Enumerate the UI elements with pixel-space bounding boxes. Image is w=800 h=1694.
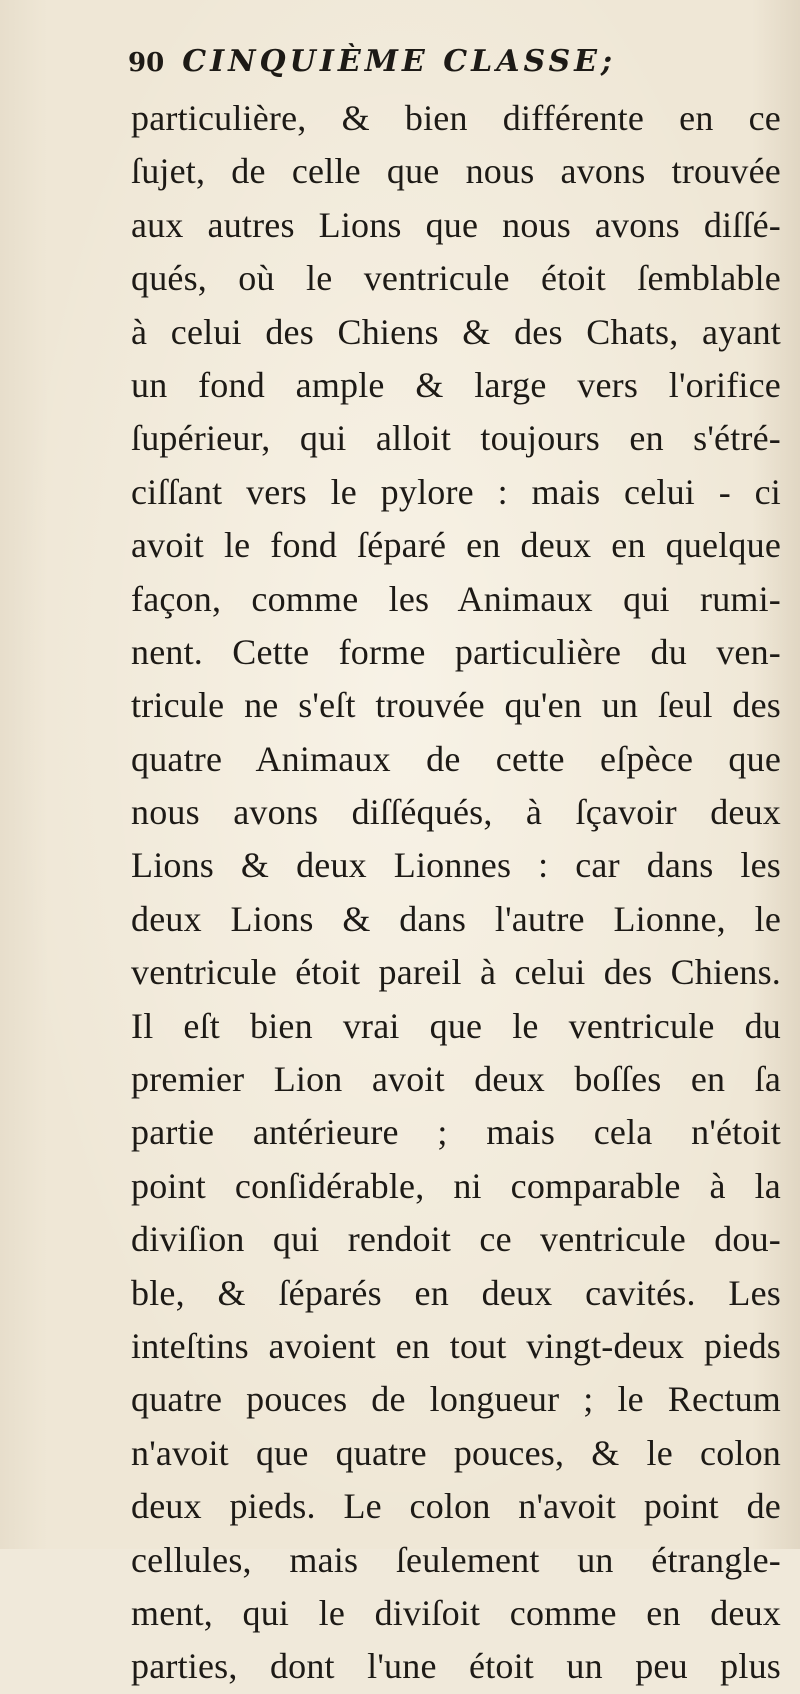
text-line: ciſſant vers le pylore : mais celui - ci [131, 471, 781, 512]
text-line: ſupérieur, qui alloit toujours en s'étré- [131, 418, 781, 459]
text-line: ble, & ſéparés en deux cavités. Les [131, 1272, 781, 1313]
text-line: deux Lions & dans l'autre Lionne, le [131, 898, 781, 939]
text-line: aux autres Lions que nous avons diſſé- [131, 204, 781, 245]
text-line: nous avons diſſéqués, à ſçavoir deux [131, 792, 781, 833]
text-line: ventricule étoit pareil à celui des Chiens. [131, 952, 781, 993]
page-number: 90 [128, 48, 165, 78]
page-header [128, 44, 768, 94]
text-line: cellules, mais ſeulement un étrangle- [131, 1539, 781, 1580]
text-line: ment, qui le diviſoit comme en deux [131, 1592, 781, 1633]
text-line: Il eſt bien vrai que le ventricule du [131, 1005, 781, 1046]
text-line: quatre Animaux de cette eſpèce que [131, 738, 781, 779]
text-line: n'avoit que quatre pouces, & le colon [131, 1432, 781, 1473]
text-line: deux pieds. Le colon n'avoit point de [131, 1486, 781, 1527]
text-line: façon, comme les Animaux qui rumi- [131, 578, 781, 619]
text-line: inteſtins avoient en tout vingt-deux pieds [131, 1325, 781, 1366]
text-line: un fond ample & large vers l'orifice [131, 364, 781, 405]
text-line: particulière, & bien différente en ce [131, 98, 781, 138]
text-line: premier Lion avoit deux boſſes en ſa [131, 1059, 781, 1100]
text-line: partie antérieure ; mais cela n'étoit [131, 1112, 781, 1153]
body-text [131, 92, 781, 1694]
text-line: parties, dont l'une étoit un peu plus [131, 1646, 781, 1687]
text-line: nent. Cette forme particulière du ven- [131, 631, 781, 672]
text-line: quatre pouces de longueur ; le Rectum [131, 1379, 781, 1420]
text-line: diviſion qui rendoit ce ventricule dou- [131, 1219, 781, 1260]
text-line: ſujet, de celle que nous avons trouvée [131, 151, 781, 192]
text-line: point conſidérable, ni comparable à la [131, 1165, 781, 1206]
text-line: qués, où le ventricule étoit ſemblable [131, 258, 781, 299]
text-line: tricule ne s'eſt trouvée qu'en un ſeul des [131, 685, 781, 726]
running-title: CINQUIÈME CLASSE; [182, 44, 617, 79]
text-line: à celui des Chiens & des Chats, ayant [131, 311, 781, 352]
text-line: avoit le fond ſéparé en deux en quelque [131, 525, 781, 566]
text-line: Lions & deux Lionnes : car dans les [131, 845, 781, 886]
